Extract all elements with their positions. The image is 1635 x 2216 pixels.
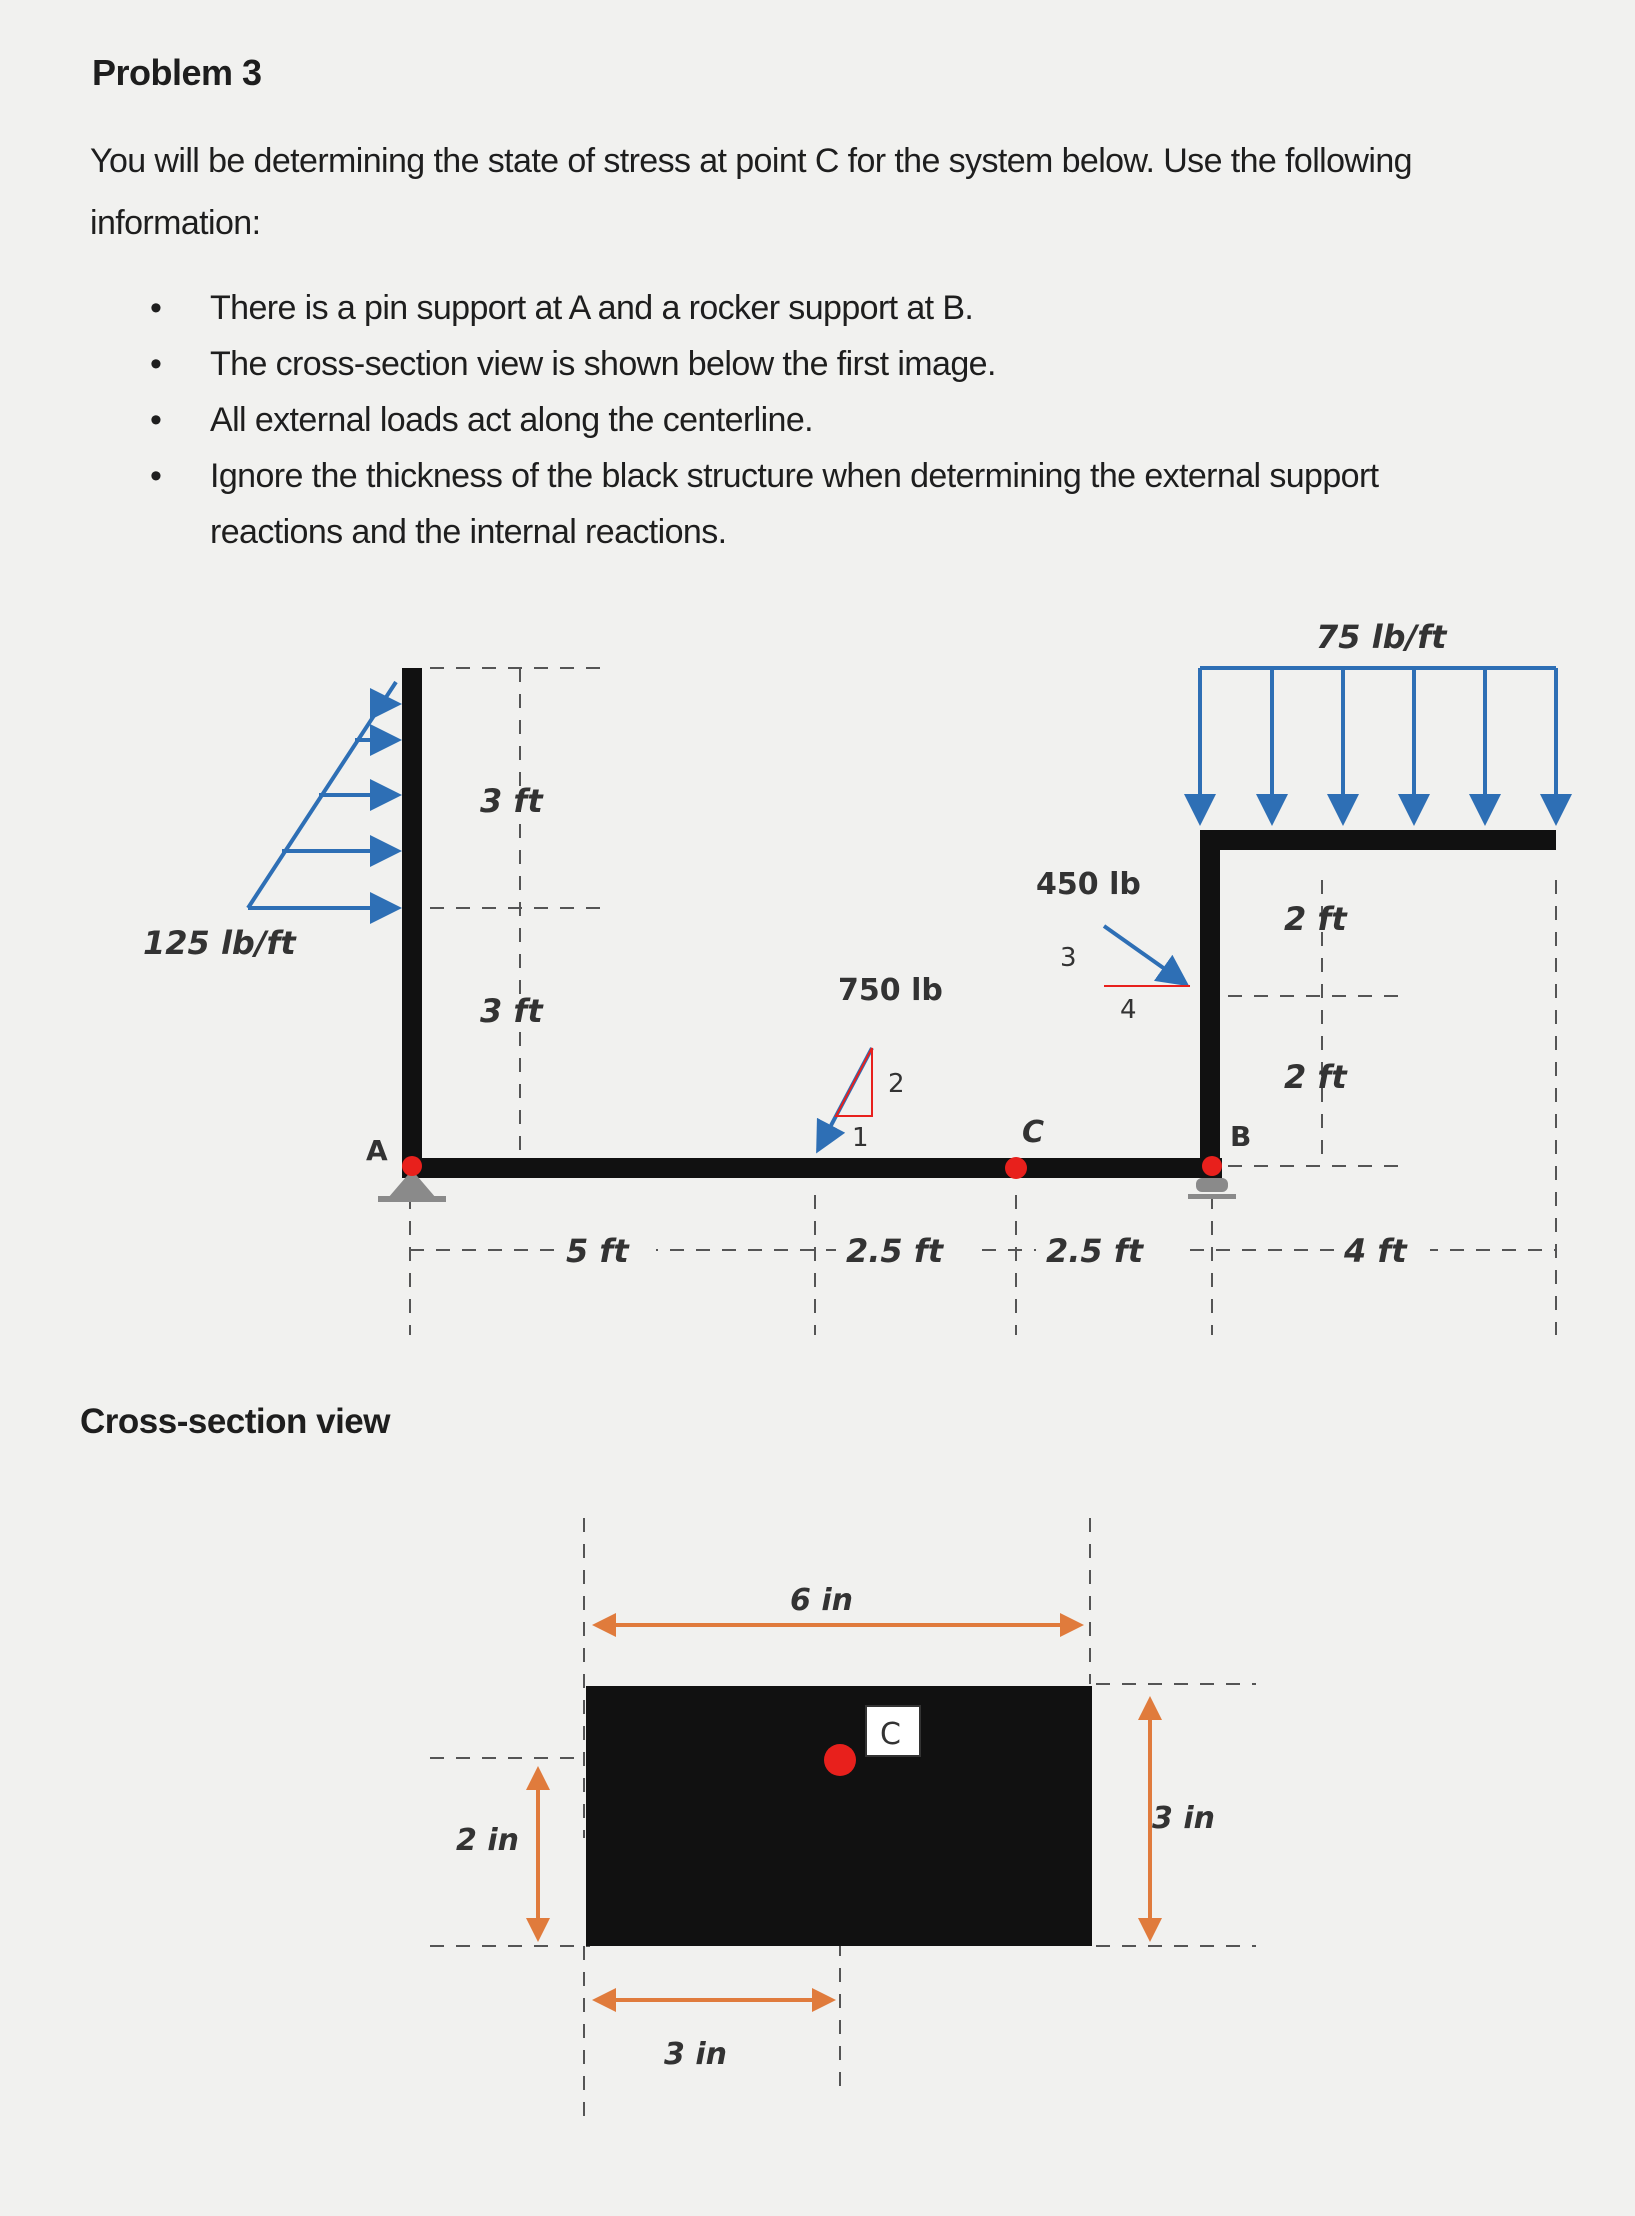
section-width-label: 6 in	[790, 1583, 853, 1618]
dim-right-lower: 2 ft	[1284, 1058, 1347, 1096]
section-c-offset-label: 3 in	[664, 2037, 727, 2072]
list-item: • The cross-section view is shown below the first image.	[150, 336, 1510, 392]
list-item: • There is a pin support at A and a rocker support at B.	[150, 280, 1510, 336]
load-450-run: 4	[1120, 995, 1137, 1025]
point-a-marker	[402, 1156, 422, 1176]
list-item: • Ignore the thickness of the black structure when determining the external support reactions and the internal reactions.	[150, 448, 1510, 560]
point-c-label: C	[1022, 1115, 1045, 1150]
load-750-label: 750 lb	[838, 973, 943, 1008]
section-c-height-label: 2 in	[456, 1823, 519, 1858]
load-450-rise: 3	[1060, 943, 1077, 973]
point-a-label: A	[366, 1134, 388, 1167]
point-b-marker	[1202, 1156, 1222, 1176]
dim-bottom-3: 2.5 ft	[1046, 1232, 1144, 1270]
dim-right-upper: 2 ft	[1284, 900, 1347, 938]
section-point-c	[824, 1744, 856, 1776]
list-item: • All external loads act along the centerline.	[150, 392, 1510, 448]
dim-bottom-1: 5 ft	[566, 1232, 629, 1270]
problem-title: Problem 3	[92, 52, 262, 93]
cross-section-heading: Cross-section view	[80, 1402, 390, 1441]
dim-vertical-upper: 3 ft	[480, 782, 543, 820]
section-height-label: 3 in	[1152, 1801, 1215, 1836]
frame-structure	[402, 668, 1556, 1178]
triangular-load	[248, 682, 398, 908]
point-b-label: B	[1230, 1120, 1252, 1153]
point-c-marker	[1005, 1157, 1027, 1179]
load-750-rise: 2	[888, 1069, 905, 1099]
load-450-label: 450 lb	[1036, 867, 1141, 902]
dim-bottom-4: 4 ft	[1344, 1232, 1407, 1270]
cross-section-rect	[586, 1686, 1092, 1946]
section-c-label: C	[880, 1717, 901, 1752]
problem-intro: You will be determining the state of stress at point C for the system below. Use the following information:	[90, 142, 1412, 242]
rocker-support-b	[1188, 1178, 1236, 1199]
left-load-label: 125 lb/ft	[143, 924, 296, 962]
top-load-label: 75 lb/ft	[1316, 618, 1447, 656]
uniform-load	[1200, 668, 1556, 822]
dim-bottom-2: 2.5 ft	[846, 1232, 944, 1270]
load-750-run: 1	[852, 1123, 869, 1153]
dim-vertical-lower: 3 ft	[480, 992, 543, 1030]
point-load-450	[1104, 926, 1190, 986]
